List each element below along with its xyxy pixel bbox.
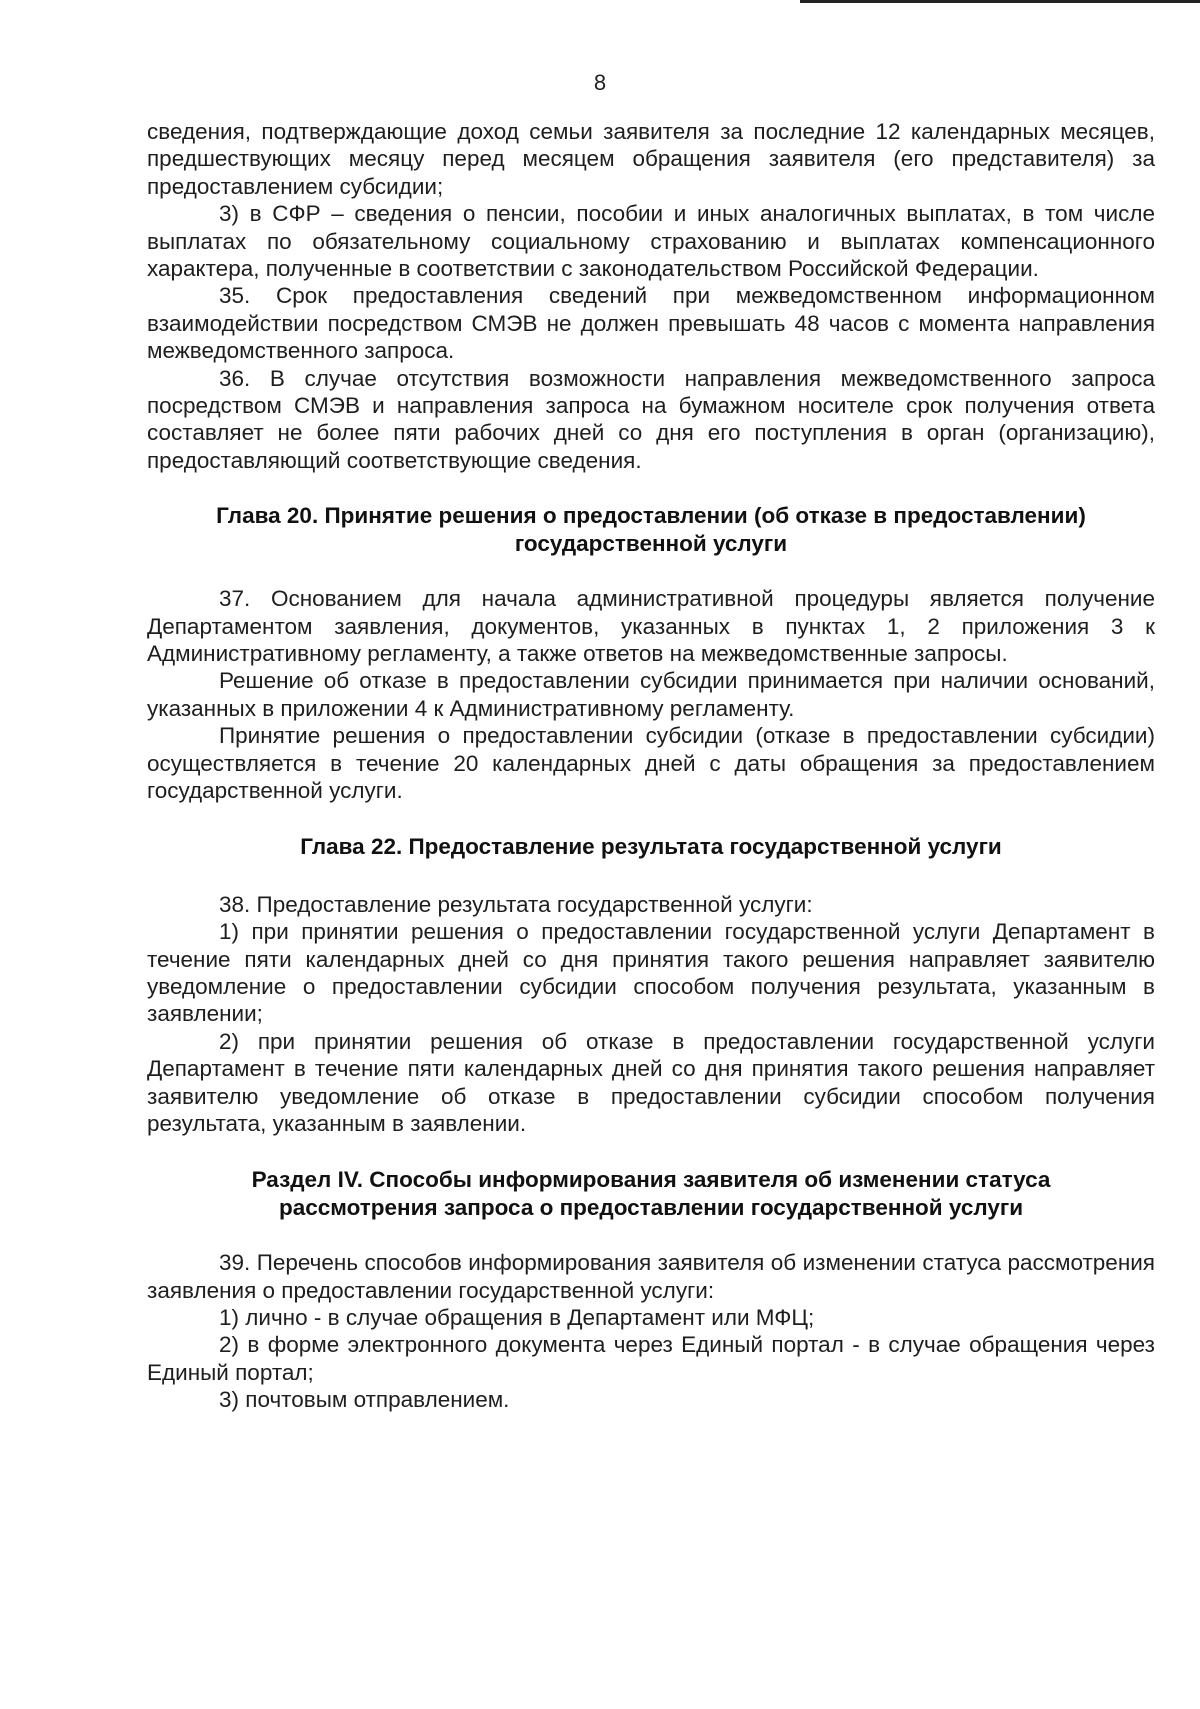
paragraph-38: 38. Предоставление результата государственной услуги: xyxy=(219,891,813,917)
paragraph-35: 35. Срок предоставления сведений при межведомственном информационном взаимодействии посредством СМЭВ не должен превышать 48 часов с момента направления межведомственного запроса. xyxy=(147,283,1155,364)
chapter-20-heading-line2: государственной услуги xyxy=(514,530,788,556)
chapter-20-heading-line1: Глава 20. Принятие решения о предоставлении (об отказе в предоставлении) xyxy=(216,503,1086,529)
paragraph-37-decision-term: Принятие решения о предоставлении субсидии (отказе в предоставлении субсидии) осуществляется в течение 20 календарных дней с даты обращения за предоставлением государственной услуги. xyxy=(147,723,1155,803)
paragraph-36: 36. В случае отсутствия возможности направления межведомственного запроса посредством СМЭВ и направления запроса на бумажном носителе срок получения ответа составляет не более пяти рабочих дней со дня его поступления в орган (организацию), предоставляющий соответствующие сведения. xyxy=(147,365,1155,473)
paragraph-38-item-1: 1) при принятии решения о предоставлении государственной услуги Департамент в течение пяти календарных дней со дня принятия такого решения направляет заявителю уведомление о предоставлении субсидии способом получения результата, указанным в заявлении; xyxy=(147,919,1155,1027)
chapter-22-heading: Глава 22. Предоставление результата государственной услуги xyxy=(300,834,1002,860)
document-body xyxy=(147,118,1155,1414)
paragraph-sfr-info: 3) в СФР – сведения о пенсии, пособии и иных аналогичных выплатах, в том числе выплатах по обязательному социальному страхованию и выплатах компенсационного характера, полученные в соответствии с законодательством Российской Федерации. xyxy=(147,201,1155,282)
paragraph-39-item-2: 2) в форме электронного документа через Единый портал - в случае обращения через Единый портал; xyxy=(147,1332,1155,1385)
paragraph-39-item-3: 3) почтовым отправлением. xyxy=(219,1387,510,1413)
paragraph-39: 39. Перечень способов информирования заявителя об изменении статуса рассмотрения заявления о предоставлении государственной услуги: xyxy=(147,1250,1155,1303)
paragraph-39-item-1: 1) лично - в случае обращения в Департамент или МФЦ; xyxy=(219,1305,815,1331)
scan-edge-mark xyxy=(800,0,1200,3)
chapter-20-heading xyxy=(147,502,1155,557)
paragraph-income-info: сведения, подтверждающие доход семьи заявителя за последние 12 календарных месяцев, предшествующих месяцу перед месяцем обращения заявителя (его представителя) за предоставлением субсидии; xyxy=(147,119,1155,199)
paragraph-37: 37. Основанием для начала административной процедуры является получение Департаментом заявления, документов, указанных в пунктах 1, 2 приложения 3 к Административному регламенту, а также ответов на межведомственные запросы. xyxy=(147,586,1155,666)
page-number: 8 xyxy=(593,70,607,95)
section-4-heading-line1: Раздел IV. Способы информирования заявителя об изменении статуса xyxy=(251,1167,1051,1193)
paragraph-37-refusal: Решение об отказе в предоставлении субсидии принимается при наличии оснований, указанных в приложении 4 к Административному регламенту. xyxy=(147,668,1155,721)
section-4-heading xyxy=(147,1166,1155,1221)
section-4-heading-line2: рассмотрения запроса о предоставлении государственной услуги xyxy=(278,1194,1024,1220)
paragraph-38-item-2: 2) при принятии решения об отказе в предоставлении государственной услуги Департамент в течение пяти календарных дней со дня принятия такого решения направляет заявителю уведомление об отказе в предоставлении субсидии способом получения результата, указанным в заявлении. xyxy=(147,1028,1155,1136)
